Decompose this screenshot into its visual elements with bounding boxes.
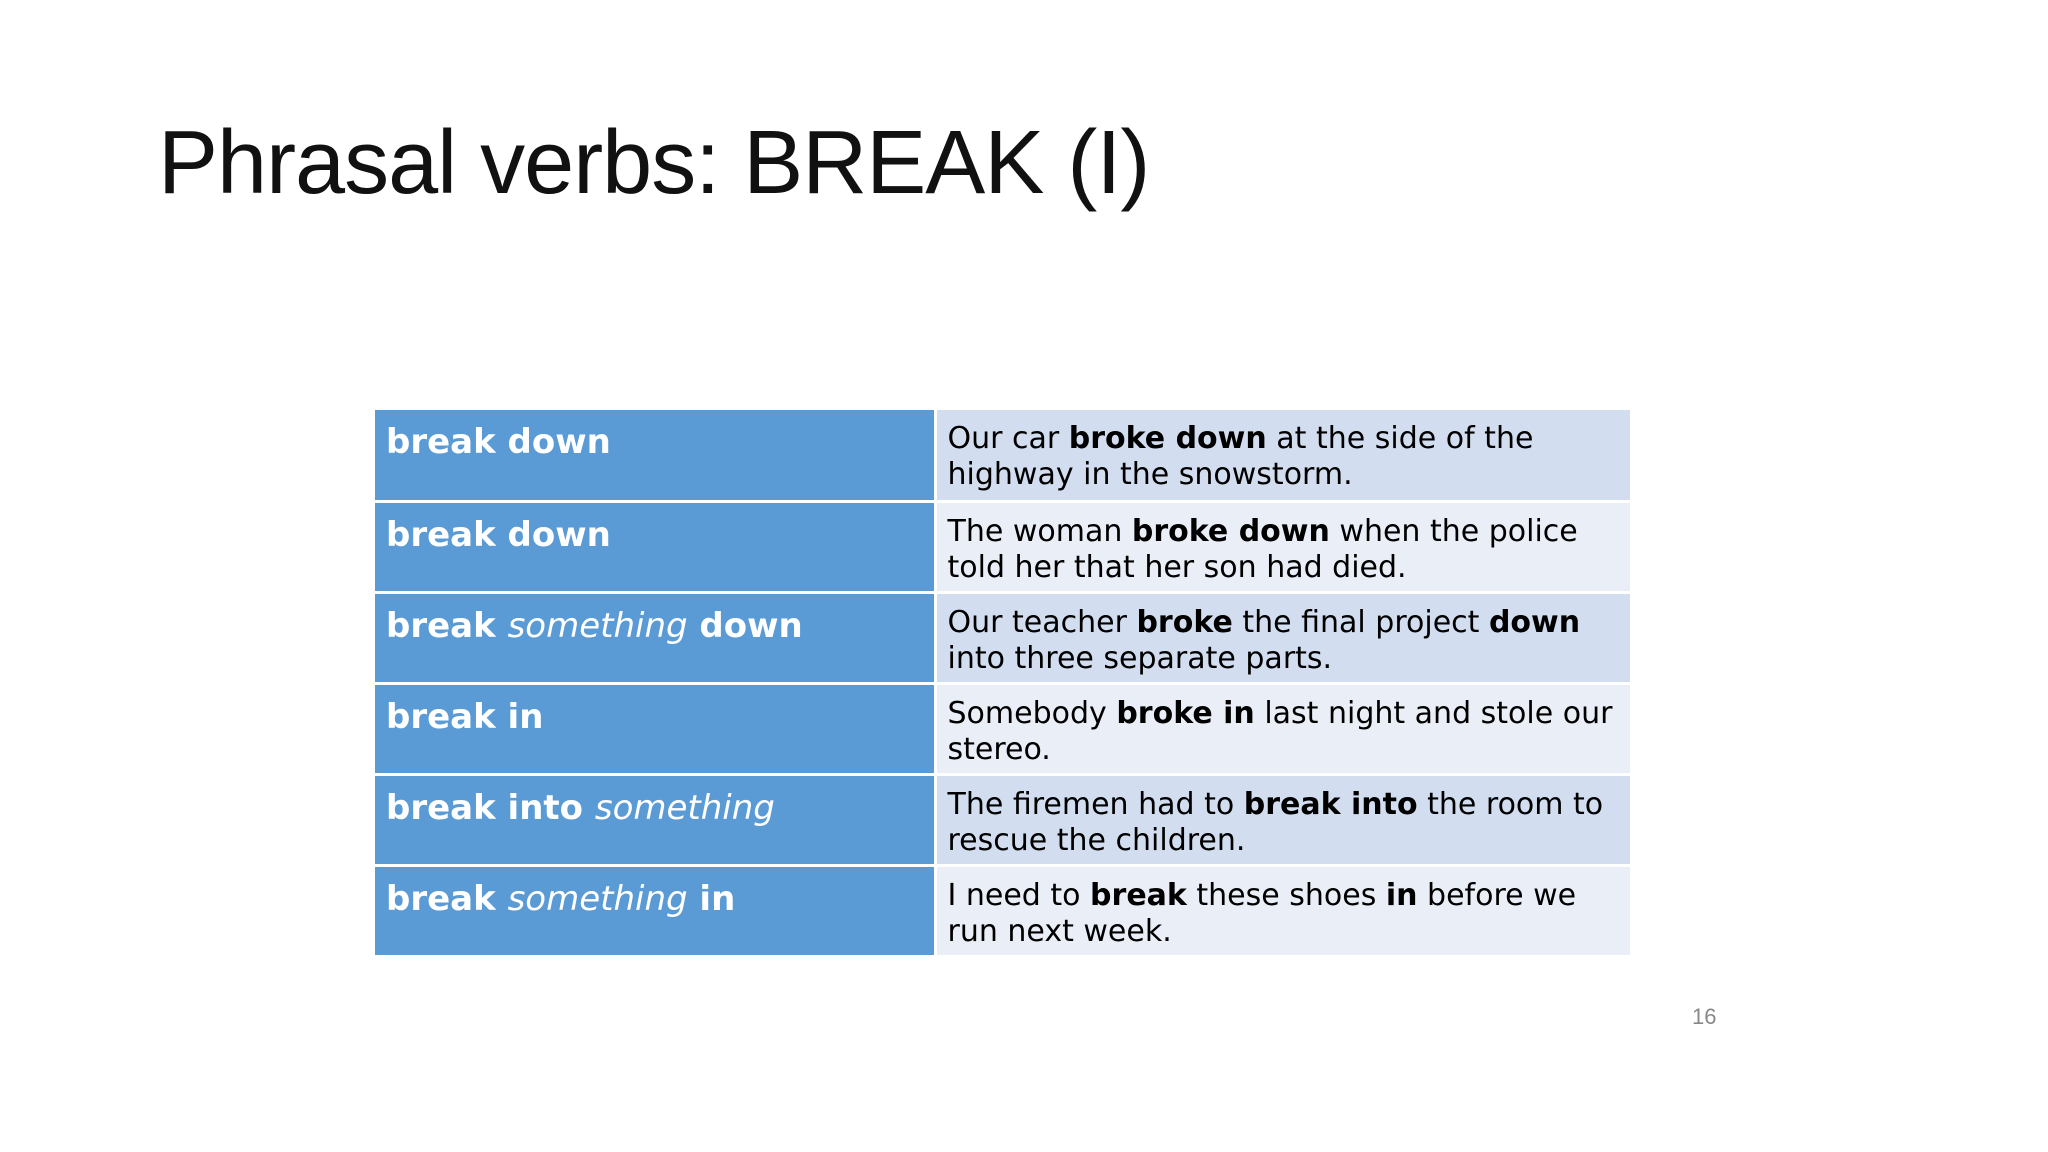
example-part: these shoes <box>1186 877 1386 913</box>
example-part: Our teacher <box>947 604 1137 640</box>
term-object-placeholder: something <box>594 787 775 828</box>
term-part: break down <box>386 422 611 462</box>
term-part: break <box>386 605 508 646</box>
example-part: into three separate parts. <box>947 640 1333 676</box>
example-cell <box>935 683 1630 774</box>
example-part: last night and stole our stereo. <box>947 695 1613 767</box>
example-phrasal-verb: in <box>1385 877 1418 913</box>
term-cell <box>375 865 935 956</box>
slide-title: Phrasal verbs: BREAK (I) <box>158 113 1150 213</box>
table-row <box>375 774 1630 865</box>
example-part: when the police told her that her son had died. <box>947 513 1578 585</box>
term-cell <box>375 410 935 501</box>
term-part: in <box>687 878 736 919</box>
term-part: break into <box>386 787 595 828</box>
example-phrasal-verb: broke down <box>1131 513 1330 549</box>
example-part: before we run next week. <box>947 877 1577 949</box>
phrasal-verbs-table-wrap <box>375 410 1630 958</box>
table-row <box>375 410 1630 501</box>
example-part: Our car <box>947 421 1069 456</box>
term-cell <box>375 592 935 683</box>
page-number: 16 <box>1692 1004 1717 1029</box>
example-part: Somebody <box>947 695 1117 731</box>
example-part: the final project <box>1232 604 1489 640</box>
table-row <box>375 501 1630 592</box>
example-part: I need to <box>947 877 1091 913</box>
example-part: the room to rescue the children. <box>947 786 1604 858</box>
example-cell <box>935 501 1630 592</box>
example-phrasal-verb: broke down <box>1068 421 1267 456</box>
term-part: break down <box>386 514 611 555</box>
example-part: The firemen had to <box>947 786 1244 822</box>
example-part: at the side of the highway in the snowstorm. <box>947 421 1534 492</box>
term-cell <box>375 683 935 774</box>
example-phrasal-verb: down <box>1488 604 1581 640</box>
example-phrasal-verb: broke <box>1136 604 1233 640</box>
table-row <box>375 865 1630 956</box>
table-row <box>375 683 1630 774</box>
example-cell <box>935 865 1630 956</box>
example-part: The woman <box>947 513 1132 549</box>
term-object-placeholder: something <box>507 605 688 646</box>
example-cell <box>935 410 1630 501</box>
phrasal-verbs-table <box>375 410 1630 958</box>
term-part: break <box>386 878 508 919</box>
example-phrasal-verb: break into <box>1243 786 1418 822</box>
example-cell <box>935 774 1630 865</box>
term-part: break in <box>386 696 544 737</box>
term-object-placeholder: something <box>507 878 688 919</box>
example-cell <box>935 592 1630 683</box>
example-phrasal-verb: break <box>1090 877 1187 913</box>
term-cell <box>375 774 935 865</box>
example-phrasal-verb: broke in <box>1116 695 1255 731</box>
term-part: down <box>687 605 803 646</box>
table-row <box>375 592 1630 683</box>
term-cell <box>375 501 935 592</box>
